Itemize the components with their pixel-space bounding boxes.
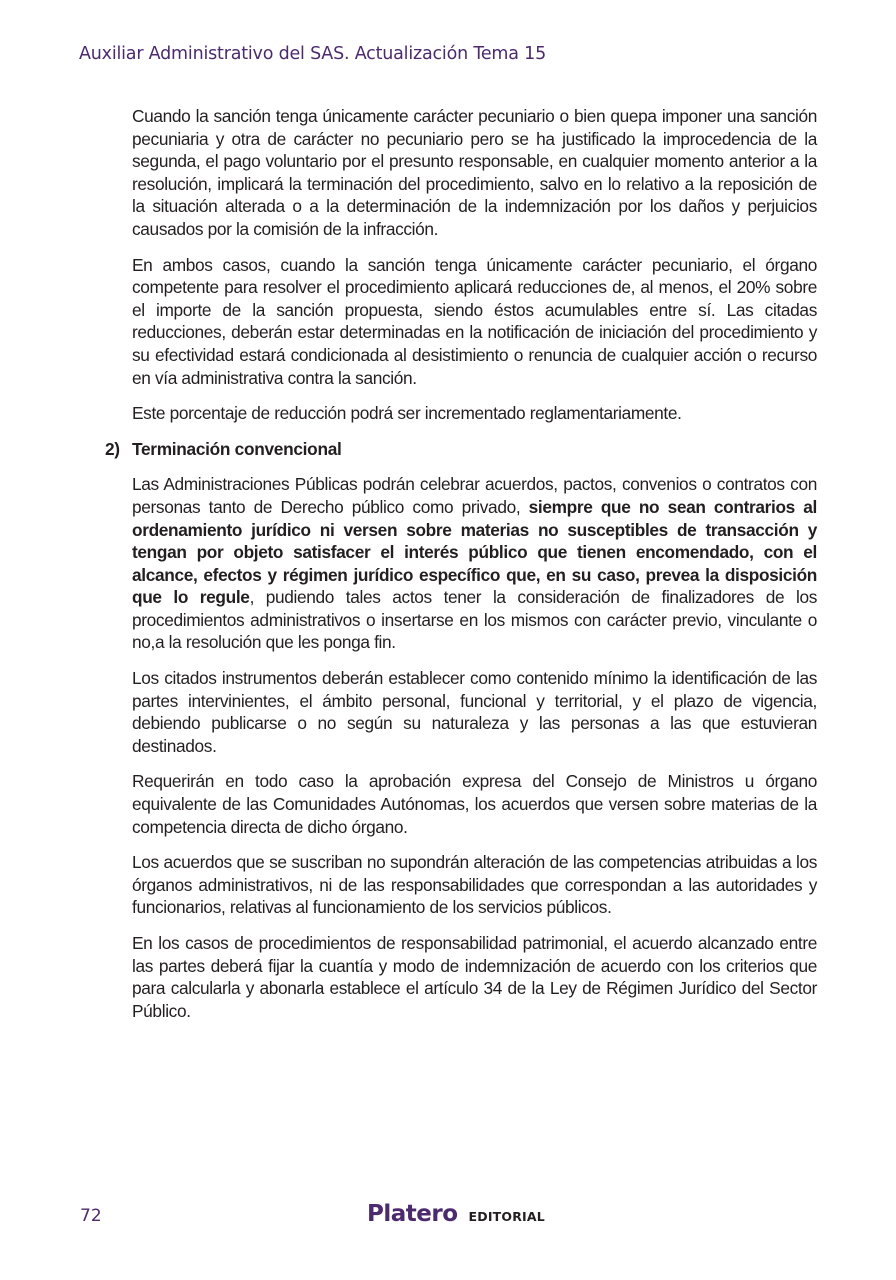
paragraph-mixed [132,473,817,654]
paragraph: Este porcentaje de reducción podrá ser incrementado reglamentariamente. [132,403,682,424]
section-heading [105,438,817,461]
paragraph: Los acuerdos que se suscriban no supondrán alteración de las competencias atribuidas a los órganos administrativos, ni de las responsabilidades que correspondan a las autoridades y funcionarios, relativas al funcionamiento de los servicios públicos. [132,852,817,918]
page-body [105,105,817,1035]
paragraph: En ambos casos, cuando la sanción tenga únicamente carácter pecuniario, el órgano competente para resolver el procedimiento aplicará reducciones de, al menos, el 20% sobre el importe de la sanción propuesta, siendo éstos acumulables entre sí. Las citadas reducciones, deberán estar determinadas en la notificación de iniciación del procedimiento y su efectividad estará condicionada al desistimiento o renuncia de cualquier acción o recurso en vía administrativa contra la sanción. [132,254,817,388]
publisher-logo [367,1201,545,1227]
bold-text-run: siempre que no sean contrarios al ordenamiento jurídico ni versen sobre materias no susceptibles de transacción y tengan por objeto satisfacer el interés público que tienen encomendado, con el alcance, efectos y régimen jurídico específico que, en su caso, prevea la disposición que lo regule [132,496,817,608]
brand-subtitle: EDITORIAL [468,1209,545,1224]
paragraph: En los casos de procedimientos de responsabilidad patrimonial, el acuerdo alcanzado entre las partes deberá fijar la cuantía y modo de indemnización de acuerdo con los criterios que para calcularla y abonarla establece el artículo 34 de la Ley de Régimen Jurídico del Sector Público. [132,933,817,1021]
section-title: Terminación convencional [132,438,342,459]
paragraph: Requerirán en todo caso la aprobación expresa del Consejo de Ministros u órgano equivalente de las Comunidades Autónomas, los acuerdos que versen sobre materias de la competencia directa de dicho órgano. [132,771,817,837]
paragraph: Los citados instrumentos deberán establecer como contenido mínimo la identificación de las partes intervinientes, el ámbito personal, funcional y territorial, y el plazo de vigencia, debiendo publicarse o no según su naturaleza y las personas a las que estuvieran destinados. [132,668,817,756]
paragraph: Cuando la sanción tenga únicamente carácter pecuniario o bien quepa imponer una sanción pecuniaria y otra de carácter no pecuniario pero se ha justificado la improcedencia de la segunda, el pago voluntario por el presunto responsable, en cualquier momento anterior a la resolución, implicará la terminación del procedimiento, salvo en lo relativo a la reposición de la situación alterada o a la determinación de la indemnización por los daños y perjuicios causados por la comisión de la infracción. [132,106,817,239]
brand-name: Platero [367,1201,458,1227]
text-run: Las Administraciones Públicas podrán celebrar acuerdos, pactos, convenios o contratos con personas tanto de Derecho público como privado, [132,474,817,517]
page-number: 72 [80,1206,102,1226]
section-number: 2) [105,438,120,459]
text-run: , pudiendo tales actos tener la consideración de finalizadores de los procedimientos administrativos o insertarse en los mismos con carácter previo, vinculante o no,a la resolución que les ponga fin. [132,587,817,653]
running-header: Auxiliar Administrativo del SAS. Actualización Tema 15 [79,44,547,64]
